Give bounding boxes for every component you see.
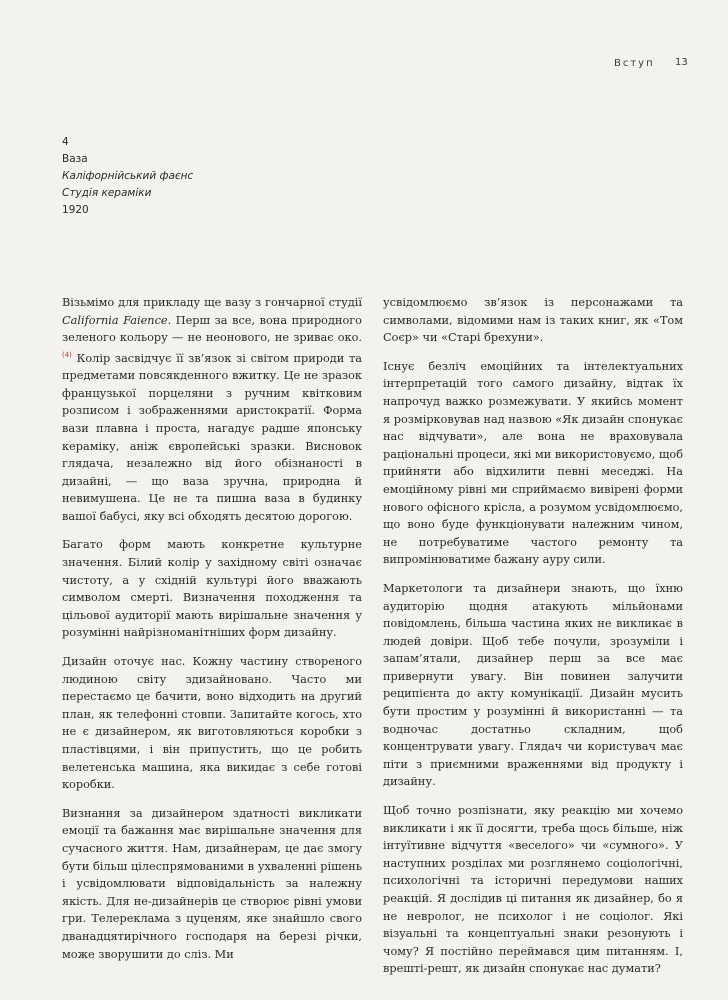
paragraph: Існує безліч емоційних та інтелектуальних інтерпретацій того самого дизайну, відтак їх напрочуд важко розмежувати. У якийсь момент я розмірковував над назвою «Як дизайн спонукає нас відчувати», але вона не враховувала раціональні процеси, які ми використовуємо, щоб прийняти або відхилити певні меседжі. На емоційному рівні ми сприймаємо вивірені форми нового офісного крісла, а розумом усвідомлюємо, що воно буде функціонувати належним чином, не потребуватиме частого ремонту та випромінюватиме бажану ауру сили. xyxy=(383,359,683,567)
paragraph: Маркетологи та дизайнери знають, що їхню аудиторію щодня атакують мільйонами повідомлень, більша частина яких не викликає в людей довіри. Щоб тебе почули, зрозуміли і запам’ятали, дизайнер перш за все має привернути увагу. Він повинен залучити реципієнта до акту комунікації. Дизайн мусить бути простим у розумінні й використанні — та водночас достатньо складним, щоб концентрувати увагу. Глядач чи користувач має піти з приємними враженнями від продукту і дизайну. xyxy=(383,581,683,789)
right-column xyxy=(383,294,683,978)
page-number: 13 xyxy=(675,57,688,68)
caption-maker: Каліфорнійський фаєнс xyxy=(62,170,194,182)
running-head: Вступ xyxy=(614,58,655,69)
studio-name: California Faience xyxy=(62,313,168,327)
paragraph: Багато форм мають конкретне культурне значення. Білий колір у західному світі означає чистоту, а у східній культурі його вважають символом смерті. Визначення походження та цільової аудиторії мають вирішальне значення у розумінні найрізноманітніших форм дизайну. xyxy=(62,538,362,640)
paragraph: усвідомлюємо зв’язок із персонажами та символами, відомими нам із таких книг, як «Том Соєр» чи «Старі брехуни». xyxy=(383,296,683,345)
text-span: Колір засвідчує її зв’язок зі світом природи та предметами повсякденного вжитку. Це не зразок французької порцеляни з ручним квітковим розписом і зображеннями аристократії. Форма вази плавна і проста, нагадує радше японську кераміку, аніж європейські зразки. Висновок глядача, незалежно від його обізнаності в дизайні, — що ваза зручна, природна й невимушена. Це не та пишна ваза в будинку вашої бабусі, яку всі обходять десятою дорогою. xyxy=(62,351,362,523)
caption-studio: Студія кераміки xyxy=(62,187,152,199)
caption-number: 4 xyxy=(62,136,69,148)
text-span: Візьмімо для прикладу ще вазу з гончарної студії xyxy=(62,296,362,309)
footnote-marker[interactable]: (4) xyxy=(62,350,72,359)
paragraph: Визнання за дизайнером здатності викликати емоції та бажання має вирішальне значення для сучасного життя. Нам, дизайнерам, це дає змогу бути більш цілеспрямованими в ухваленні рішень і усвідомлювати відповідальність за належну якість. Для не-дизайнерів це створює рівні умови гри. Телереклама з цуценям, яке знайшло свого дванадцятирічного господаря на березі річки, може зворушити до сліз. Ми xyxy=(62,806,362,961)
left-column xyxy=(62,294,362,963)
caption-year: 1920 xyxy=(62,204,89,216)
paragraph xyxy=(62,294,362,525)
paragraph: Дизайн оточує нас. Кожну частину створеного людиною світу здизайновано. Часто ми перестаємо це бачити, воно відходить на другий план, як телефонні стовпи. Запитайте когось, хто не є дизайнером, як виготовляються коробки з пластівцями, і він припустить, що це робить велетенська машина, яка викидає з себе готові коробки. xyxy=(62,655,362,792)
caption-title: Ваза xyxy=(62,153,88,165)
paragraph: Щоб точно розпізнати, яку реакцію ми хочемо викликати і як її досягти, треба щось більше, ніж інтуїтивне відчуття «веселого» чи «сумного». У наступних розділах ми розглянемо соціологічні, психологічні та історичні передумови наших реакцій. Я дослідив ці питання як дизайнер, бо я не невролог, не психолог і не соціолог. Які візуальні та концептуальні знаки резонують і чому? Я постійно переймався цим питанням. І, врешті-решт, як дизайн спонукає нас думати? xyxy=(383,804,683,976)
figure-caption xyxy=(62,134,193,219)
text-span: . Перш за все, вона природного зеленого кольору — не неонового, не зриває око. xyxy=(62,313,362,345)
